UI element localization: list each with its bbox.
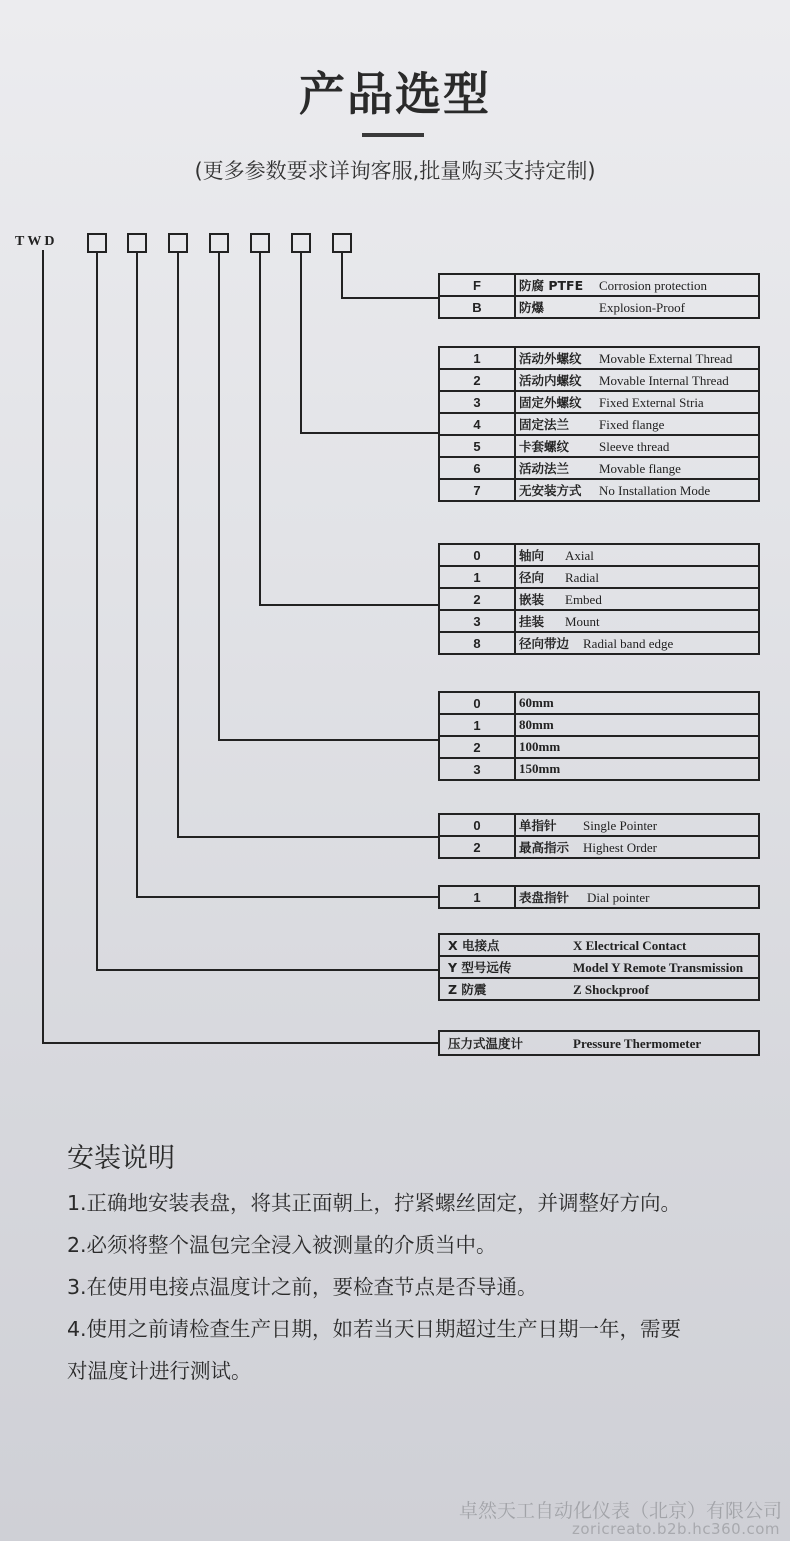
table-row: 1 径向 Radial (439, 566, 759, 588)
connector-diameter (219, 252, 438, 740)
table-row: 5 卡套螺纹 Sleeve thread (439, 435, 759, 457)
table-row: Y 型号远传 Model Y Remote Transmission (439, 956, 759, 978)
install-step: 2.必须将整个温包完全浸入被测量的介质当中。 (67, 1233, 497, 1257)
page-subtitle: (更多参数要求详询客服,批量购买支持定制) (194, 159, 596, 183)
table-installation (438, 346, 760, 502)
connector-installation (301, 252, 438, 433)
table-row: 7 无安装方式 No Installation Mode (439, 479, 759, 501)
install-step: 3.在使用电接点温度计之前，要检查节点是否导通。 (67, 1275, 538, 1299)
table-direction (438, 543, 760, 655)
table-row: 压力式温度计 Pressure Thermometer (439, 1031, 759, 1055)
install-step: 4.使用之前请检查生产日期，如若当天日期超过生产日期一年，需要对温度计进行测试。 (67, 1317, 682, 1383)
table-row: 2 活动内螺纹 Movable Internal Thread (439, 369, 759, 391)
table-material (438, 273, 760, 319)
table-type (438, 1030, 760, 1056)
table-pointer (438, 813, 760, 859)
code-box-4 (210, 234, 228, 252)
table-row: Z 防震 Z Shockproof (439, 978, 759, 1000)
table-row: 1 活动外螺纹 Movable External Thread (439, 347, 759, 369)
table-row: B 防爆 Explosion-Proof (439, 296, 759, 318)
code-box-5 (251, 234, 269, 252)
page-title: 产品选型 (299, 67, 491, 121)
code-box-1 (88, 234, 106, 252)
table-row: 0 60mm (439, 692, 759, 714)
table-row: 4 固定法兰 Fixed flange (439, 413, 759, 435)
connector-pointer (178, 252, 438, 837)
install-step: 1.正确地安装表盘，将其正面朝上，拧紧螺丝固定，并调整好方向。 (67, 1191, 682, 1215)
table-row: 2 100mm (439, 736, 759, 758)
watermark-company: 卓然天工自动化仪表（北京）有限公司 (458, 1500, 782, 1522)
table-row: 2 最高指示 Highest Order (439, 836, 759, 858)
table-dial (438, 885, 760, 909)
model-prefix: TWD (15, 234, 58, 249)
table-row: 3 挂装 Mount (439, 610, 759, 632)
table-row: 3 150mm (439, 758, 759, 780)
connector-dial (137, 252, 438, 897)
table-row: 0 轴向 Axial (439, 544, 759, 566)
connector-type (43, 250, 438, 1043)
watermark-url: zoricreato.b2b.hc360.com (572, 1520, 780, 1538)
table-row: 1 表盘指针 Dial pointer (439, 886, 759, 908)
table-function (438, 933, 760, 1001)
code-box-7 (333, 234, 351, 252)
connector-material (342, 252, 438, 298)
install-instructions (67, 1182, 687, 1392)
table-row: 2 嵌装 Embed (439, 588, 759, 610)
code-box-3 (169, 234, 187, 252)
code-box-2 (128, 234, 146, 252)
code-box-6 (292, 234, 310, 252)
table-row: 3 固定外螺纹 Fixed External Stria (439, 391, 759, 413)
install-heading: 安装说明 (67, 1143, 175, 1174)
table-row: 8 径向带边 Radial band edge (439, 632, 759, 654)
table-row: 6 活动法兰 Movable flange (439, 457, 759, 479)
connector-direction (260, 252, 438, 605)
table-row: 0 单指针 Single Pointer (439, 814, 759, 836)
table-diameter (438, 691, 760, 781)
table-row: 1 80mm (439, 714, 759, 736)
table-row: X 电接点 X Electrical Contact (439, 934, 759, 956)
connector-function (97, 252, 438, 970)
table-row: F 防腐 PTFE Corrosion protection (439, 274, 759, 296)
